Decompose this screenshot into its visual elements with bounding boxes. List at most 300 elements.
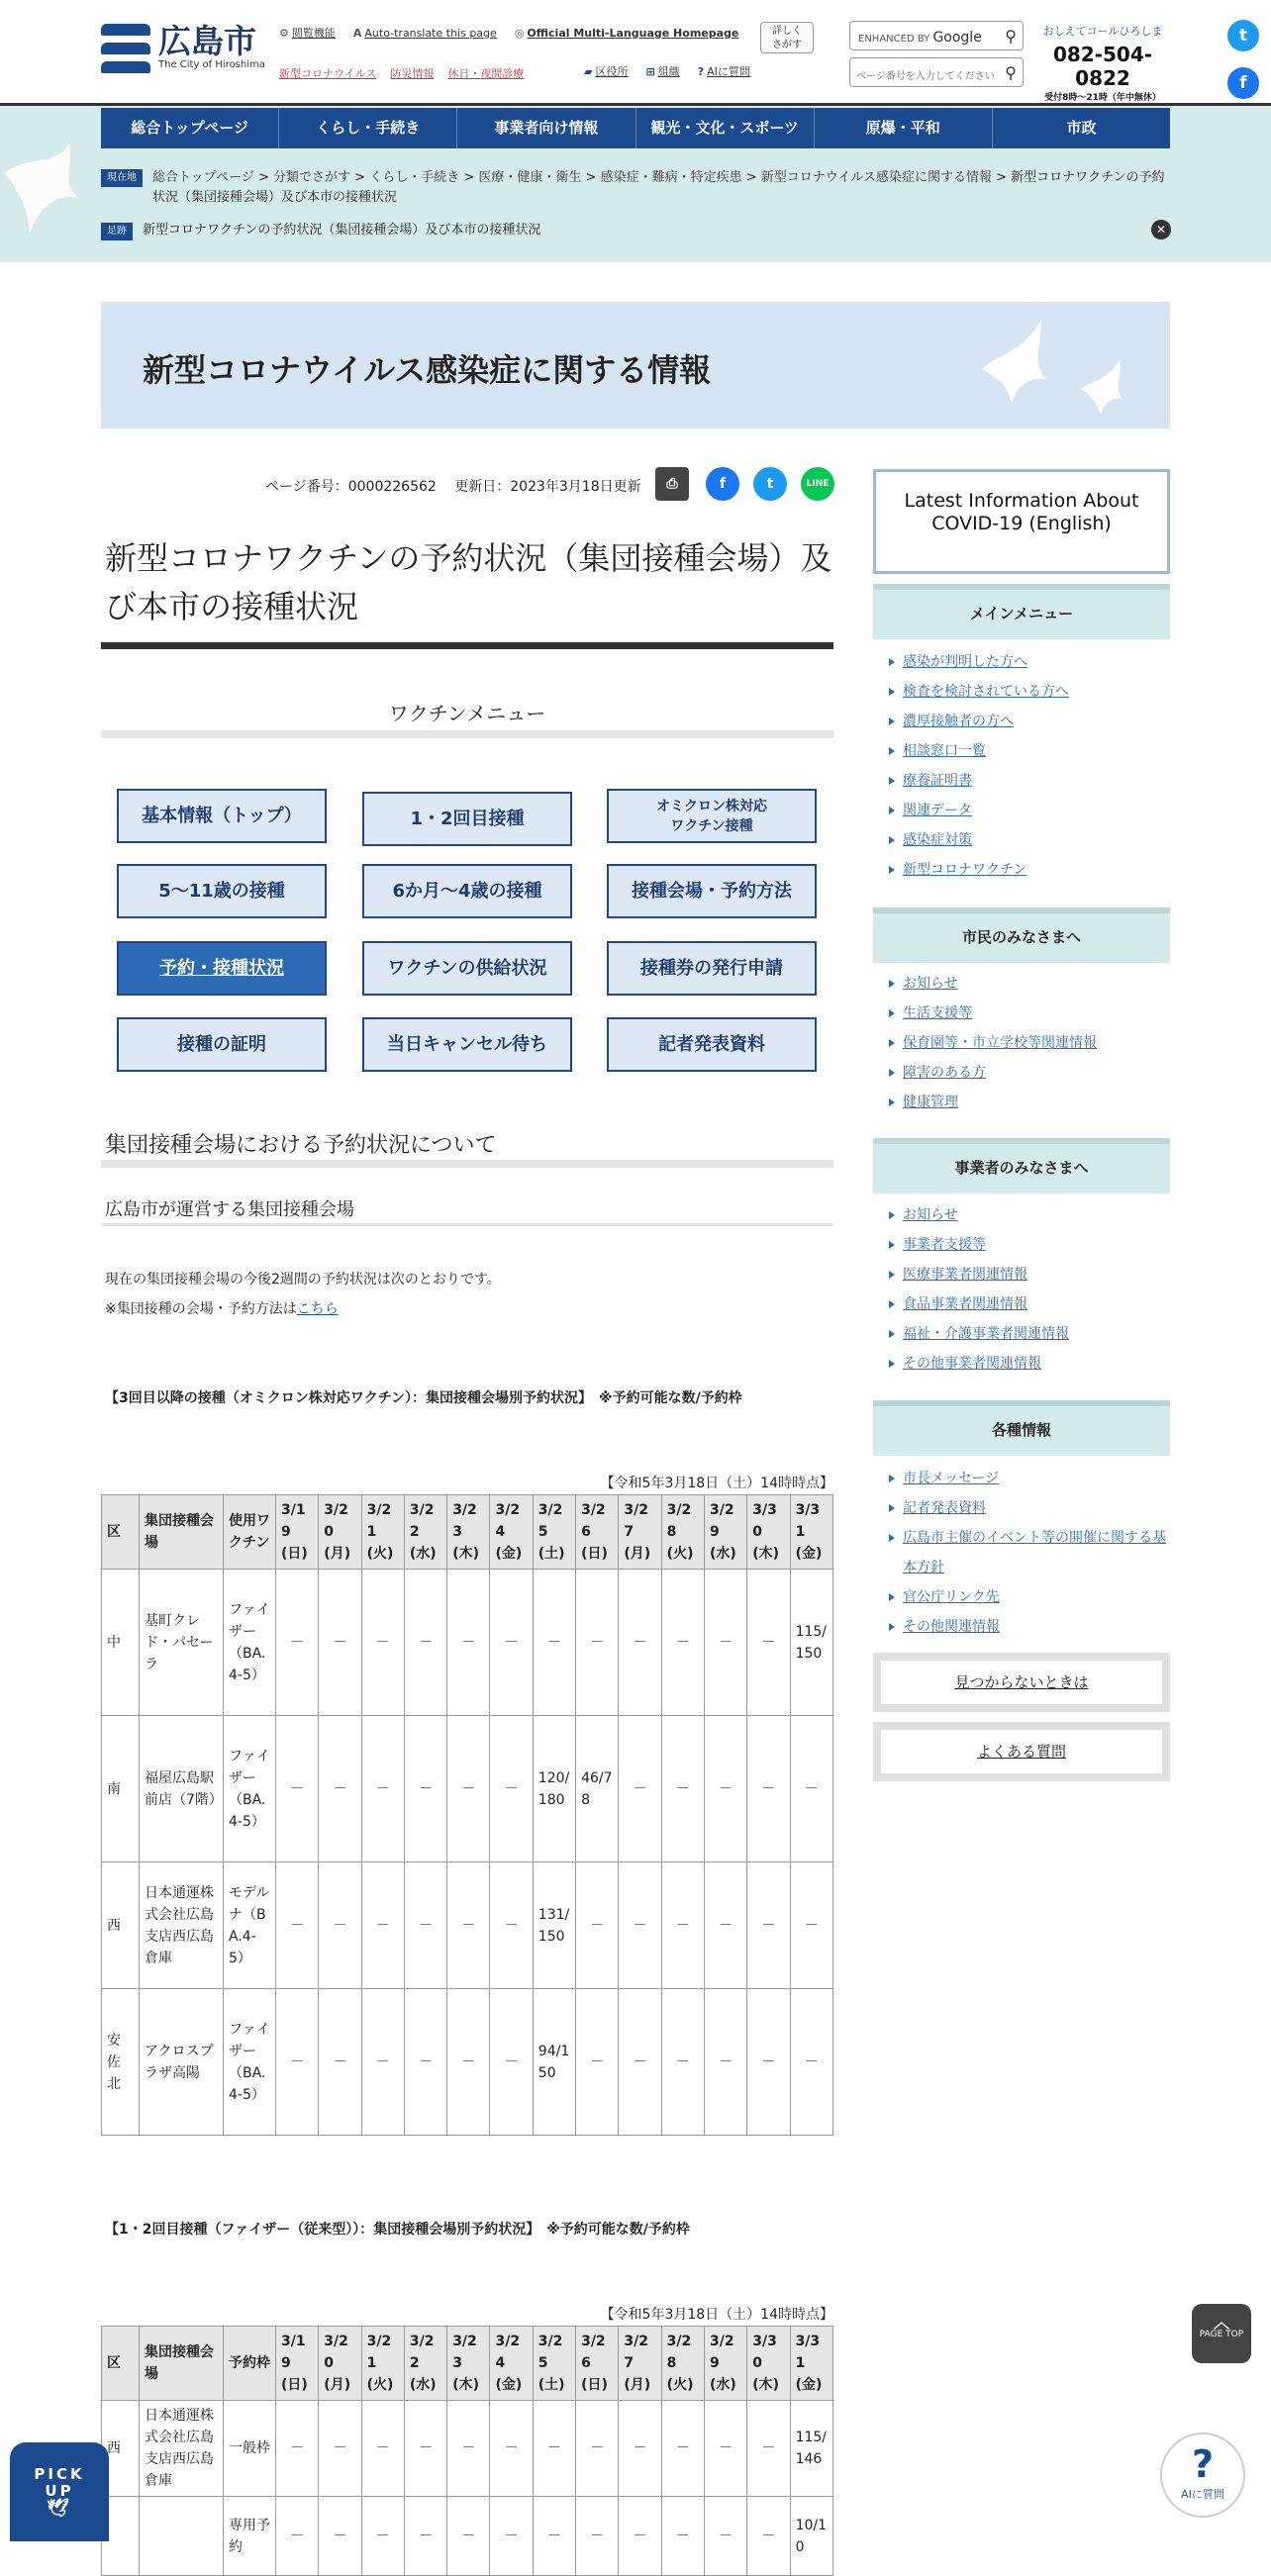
logo-subtitle: The City of Hiroshima <box>158 59 265 70</box>
sidebar-list-item <box>887 736 1170 766</box>
breadcrumb-link[interactable]: くらし・手続き <box>369 170 460 185</box>
table-cell: － <box>276 2401 319 2497</box>
table-cell: － <box>704 2497 746 2576</box>
nav-living[interactable]: くらし・手続き <box>279 108 457 148</box>
table-header-cell: 3/22(水) <box>404 1495 446 1570</box>
translate-icon: A <box>352 26 362 40</box>
table-cell: － <box>704 1862 746 1989</box>
table-cell: － <box>319 1989 361 2136</box>
table-cell: － <box>361 2401 404 2497</box>
vaccine-menu-status[interactable]: 予約・接種状況 <box>117 941 327 996</box>
table-cell: － <box>404 1570 446 1716</box>
vaccine-menu-1-2-dose[interactable]: 1・2回目接種 <box>362 792 572 846</box>
sidebar-list-item <box>887 999 1170 1028</box>
sidebar-link[interactable]: 生活支援等 <box>903 1005 972 1021</box>
search-icon[interactable]: ⚲ <box>1005 63 1017 82</box>
table-cell: － <box>619 1716 661 1862</box>
sidebar-list-item <box>887 825 1170 855</box>
sidebar-link[interactable]: 事業者支援等 <box>903 1237 986 1253</box>
globe-icon: ◎ <box>514 26 525 40</box>
table-header-cell: 3/22(水) <box>404 2327 446 2401</box>
not-found-link[interactable]: 見つからないときは <box>881 1661 1162 1704</box>
page-number: ページ番号：0000226562 <box>265 479 437 495</box>
sidebar-list-item <box>887 647 1170 677</box>
sidebar-list-item <box>887 1289 1170 1319</box>
sidebar-link[interactable]: お知らせ <box>903 976 958 992</box>
page-number-search-input[interactable] <box>849 57 1024 87</box>
table-cell: － <box>576 2401 619 2497</box>
table-cell: － <box>747 1570 790 1716</box>
sidebar-list-item <box>887 677 1170 707</box>
disaster-info-link[interactable]: 防災情報 <box>390 67 435 80</box>
vaccine-menu-venues[interactable]: 接種会場・予約方法 <box>607 864 817 918</box>
multi-language-label: Official Multi-Language Homepage <box>527 26 739 40</box>
vaccine-menu-5-11[interactable]: 5～11歳の接種 <box>117 864 327 918</box>
table-cell: 基町クレド・パセーラ <box>140 1570 224 1716</box>
table-header-cell: 区 <box>102 1495 140 1570</box>
gear-icon: ⚙ <box>279 27 289 40</box>
table-cell: － <box>619 2497 661 2576</box>
sidebar-link[interactable]: 広島市主催のイベント等の開催に関する基本方針 <box>903 1530 1166 1575</box>
table-cell: － <box>276 2497 319 2576</box>
org-chart-icon: ⊞ <box>645 65 655 78</box>
logo-title: 広島市 <box>158 22 256 60</box>
section-title: 集団接種会場における予約状況について <box>105 1133 497 1158</box>
not-found-box <box>873 1653 1170 1712</box>
table-cell: － <box>361 2497 404 2576</box>
table-header-cell: 予約枠 <box>224 2327 276 2401</box>
table-header-cell: 3/24(金) <box>490 2327 533 2401</box>
facebook-icon[interactable]: f <box>706 467 739 501</box>
citizens-heading: 市民のみなさまへ <box>873 907 1170 963</box>
table-cell: － <box>704 1989 746 2136</box>
table-cell: － <box>361 1570 404 1716</box>
call-center <box>1037 23 1168 103</box>
table-cell: － <box>576 2497 619 2576</box>
table-cell: － <box>619 1570 661 1716</box>
table-cell: － <box>533 1570 575 1716</box>
table-cell: － <box>661 1862 704 1989</box>
organization-link[interactable] <box>645 63 679 79</box>
faq-box <box>873 1722 1170 1781</box>
sidebar-link[interactable]: 官公庁リンク先 <box>903 1589 1000 1605</box>
table-cell: 10/10 <box>790 2497 832 2576</box>
vaccine-menu-6m-4y[interactable]: 6か月～4歳の接種 <box>362 864 572 918</box>
browse-feature-link[interactable] <box>279 25 336 41</box>
call-center-hours: 受付8時～21時（年中無休） <box>1044 93 1161 103</box>
detailed-search-button[interactable]: 詳しく さがす <box>760 22 814 53</box>
table-cell: 一般枠 <box>224 2401 276 2497</box>
main-menu-heading: メインメニュー <box>873 584 1170 639</box>
table-header-cell: 3/31(金) <box>790 2327 832 2401</box>
table-header-cell: 3/26(日) <box>576 2327 619 2401</box>
sidebar-list-item <box>887 1493 1170 1523</box>
footprint-tag: 足跡 <box>101 223 133 240</box>
table-cell: － <box>319 1716 361 1862</box>
sidebar-link[interactable]: 検査を検討されている方へ <box>903 684 1069 700</box>
sidebar-list-item <box>887 1523 1170 1582</box>
table-cell: 西 <box>102 1862 140 1989</box>
table1-heading: 【3回目以降の接種（オミクロン株対応ワクチン）：集団接種会場別予約状況】 ※予約可能な数/予約枠 <box>105 1390 742 1406</box>
table-cell: 西 <box>102 2401 140 2497</box>
nav-business[interactable]: 事業者向け情報 <box>457 108 636 148</box>
sidebar-list-item <box>887 1058 1170 1088</box>
pickup-tab[interactable] <box>10 2442 109 2541</box>
sidebar-link[interactable]: 記者発表資料 <box>903 1500 986 1516</box>
table-header-cell: 使用ワクチン <box>224 1495 276 1570</box>
faq-link[interactable]: よくある質問 <box>881 1730 1162 1773</box>
main-menu-list <box>887 647 1170 885</box>
dove-icon: 🕊 <box>47 2498 72 2519</box>
nav-top[interactable]: 総合トップページ <box>101 108 279 148</box>
table-cell: － <box>661 1570 704 1716</box>
table-cell: － <box>490 1716 533 1862</box>
table-cell: － <box>661 2497 704 2576</box>
sidebar-link[interactable]: 新型コロナワクチン <box>903 862 1027 878</box>
table-cell: ファイザー（BA.4-5） <box>224 1989 276 2136</box>
site-logo[interactable] <box>101 24 265 73</box>
table-cell: － <box>533 2497 575 2576</box>
table-cell: モデルナ（BA.4-5） <box>224 1862 276 1989</box>
table-cell: － <box>747 1716 790 1862</box>
table-header-cell: 3/25(土) <box>533 1495 575 1570</box>
citizens-list <box>887 969 1170 1117</box>
table-cell: － <box>490 1989 533 2136</box>
table-row <box>102 2401 833 2497</box>
multi-language-link[interactable] <box>515 27 739 40</box>
business-heading: 事業者のみなさまへ <box>873 1138 1170 1193</box>
table-header-cell: 3/28(火) <box>661 2327 704 2401</box>
table-cell: － <box>619 1862 661 1989</box>
sidebar-link[interactable]: 食品事業者関連情報 <box>903 1296 1027 1312</box>
table-cell: － <box>276 1570 319 1716</box>
table-header-cell: 3/20(月) <box>319 1495 361 1570</box>
vaccine-menu-certificate[interactable]: 接種の証明 <box>117 1017 327 1072</box>
table-cell: ファイザー（BA.4-5） <box>224 1570 276 1716</box>
table-cell: － <box>276 1716 319 1862</box>
pickup-label: PICK UP <box>34 2465 85 2500</box>
breadcrumb-tag: 現在地 <box>101 169 143 187</box>
table-header-cell: 3/30(木) <box>747 2327 790 2401</box>
table-cell: 115/146 <box>790 2401 832 2497</box>
ward-office-link[interactable] <box>584 63 628 79</box>
table-cell: 専用予約 <box>224 2497 276 2576</box>
sidebar-list-item <box>887 1230 1170 1260</box>
sidebar-list-item <box>887 1028 1170 1058</box>
vaccine-menu-title: ワクチンメニュー <box>388 702 546 725</box>
table-cell: － <box>747 2401 790 2497</box>
call-center-number: 082-504-0822 <box>1052 43 1153 90</box>
table-cell: － <box>533 2401 575 2497</box>
venue-info-link[interactable]: こちら <box>296 1301 339 1317</box>
table-cell: － <box>361 1716 404 1862</box>
table-header-cell: 3/29(水) <box>704 1495 746 1570</box>
sidebar-link[interactable]: その他事業者関連情報 <box>903 1356 1041 1372</box>
table-header-cell: 3/23(木) <box>447 1495 490 1570</box>
table-cell: － <box>661 2401 704 2497</box>
table-header-cell: 3/26(日) <box>576 1495 619 1570</box>
table-cell: － <box>661 1716 704 1862</box>
table-row <box>102 1716 833 1862</box>
table-header-cell: 集団接種会場 <box>140 2327 224 2401</box>
auto-translate-label: Auto-translate this page <box>364 26 497 40</box>
sidebar-link[interactable]: 相談窓口一覧 <box>903 743 986 759</box>
table-header-cell: 3/21(火) <box>361 1495 404 1570</box>
breadcrumb-link[interactable]: 感染症・難病・特定疾患 <box>600 170 742 185</box>
table-cell: － <box>404 1862 446 1989</box>
table-cell: － <box>576 1570 619 1716</box>
table-cell: － <box>447 1989 490 2136</box>
table-cell: － <box>619 2401 661 2497</box>
dove-decoration-icon <box>972 310 1150 419</box>
table-row <box>102 1862 833 1989</box>
breadcrumb-link[interactable]: 総合トップページ <box>152 170 254 185</box>
table-header-cell: 3/23(木) <box>447 2327 490 2401</box>
category-title: 新型コロナウイルス感染症に関する情報 <box>143 351 712 389</box>
ward-office-label: 区役所 <box>595 65 629 78</box>
table-cell: － <box>319 2497 361 2576</box>
question-icon: ? <box>697 65 705 78</box>
table-header-cell: 3/30(木) <box>747 1495 790 1570</box>
sidebar-link[interactable]: 市長メッセージ <box>903 1471 1000 1486</box>
divider <box>101 1160 833 1168</box>
table2-heading: 【1・2回目接種（ファイザー（従来型））：集団接種会場別予約状況】 ※予約可能な数/予約枠 <box>105 2222 690 2238</box>
table-cell: － <box>747 2497 790 2576</box>
table-header-cell: 集団接種会場 <box>140 1495 224 1570</box>
table-cell: － <box>404 1989 446 2136</box>
table-header-cell: 3/25(土) <box>533 2327 575 2401</box>
intro-note-text: ※集団接種の会場・予約方法は <box>105 1301 297 1317</box>
table-row <box>102 2497 833 2576</box>
table-cell: － <box>747 1862 790 1989</box>
browse-feature-label: 閲覧機能 <box>291 27 336 40</box>
table-cell: 安佐北 <box>102 1989 140 2136</box>
chevron-up-icon: ︿ <box>1213 2313 1229 2332</box>
corona-link[interactable]: 新型コロナウイルス <box>279 67 377 80</box>
page-title: 新型コロナワクチンの予約状況（集団接種会場）及び本市の接種状況 <box>105 539 832 625</box>
nav-city-gov[interactable]: 市政 <box>1066 119 1097 137</box>
info-heading: 各種情報 <box>873 1400 1170 1456</box>
sidebar-list-item <box>887 855 1170 885</box>
table-cell: － <box>661 1989 704 2136</box>
page-meta <box>265 476 641 496</box>
table-header-cell: 区 <box>102 2327 140 2401</box>
google-search-input[interactable] <box>849 21 1024 50</box>
table-header-cell: 3/31(金) <box>790 1495 832 1570</box>
google-brand: Google <box>932 30 982 46</box>
table-header-cell: 3/21(火) <box>361 2327 404 2401</box>
sidebar-link[interactable]: その他関連情報 <box>903 1619 1000 1635</box>
facebook-icon[interactable]: f <box>1227 67 1259 99</box>
table-cell: 福屋広島駅前店（7階） <box>140 1716 224 1862</box>
reservation-table-booster <box>101 1494 833 2136</box>
twitter-icon[interactable]: t <box>1227 20 1259 51</box>
site-header <box>0 0 1271 106</box>
breadcrumb-link[interactable]: 分類でさがす <box>273 170 351 185</box>
table-header-cell: 3/24(金) <box>490 1495 533 1570</box>
vaccine-menu-ticket[interactable]: 接種券の発行申請 <box>607 941 817 996</box>
intro-text: 現在の集団接種会場の今後2週間の予約状況は次のとおりです。 <box>105 1272 501 1288</box>
sidebar-list-item <box>887 1200 1170 1230</box>
table-cell: － <box>361 1862 404 1989</box>
divider <box>101 730 833 738</box>
table-cell: － <box>576 1989 619 2136</box>
table-cell: － <box>704 1716 746 1862</box>
table-cell: － <box>276 1862 319 1989</box>
sidebar-link[interactable]: 関連データ <box>903 803 972 818</box>
table-header-cell: 3/27(月) <box>619 2327 661 2401</box>
call-center-label[interactable]: おしえてコールひろしま <box>1042 25 1163 38</box>
table-cell: ファイザー（BA.4-5） <box>224 1716 276 1862</box>
table-cell: 日本通運株式会社広島支店西広島倉庫 <box>140 2401 224 2497</box>
table-cell: － <box>704 1570 746 1716</box>
table-cell: 115/150 <box>790 1570 832 1716</box>
sidebar-link[interactable]: 感染が判明した方へ <box>903 654 1027 670</box>
map-icon: ▰ <box>584 65 593 78</box>
subsection-title: 広島市が運営する集団接種会場 <box>105 1199 354 1220</box>
table-cell: － <box>447 2497 490 2576</box>
table-cell: － <box>490 2401 533 2497</box>
print-icon[interactable]: ⎙ <box>655 467 689 501</box>
question-mascot-icon: ? <box>1191 2442 1215 2486</box>
table-cell: － <box>276 1989 319 2136</box>
table-cell: 中 <box>102 1570 140 1716</box>
table-cell: － <box>704 2401 746 2497</box>
sidebar-list-item <box>887 1464 1170 1493</box>
table-cell: － <box>490 1862 533 1989</box>
info-list <box>887 1464 1170 1642</box>
table-cell: － <box>747 1989 790 2136</box>
sidebar-list-item <box>887 1582 1170 1612</box>
footprint-link[interactable]: 新型コロナワクチンの予約状況（集団接種会場）及び本市の接種状況 <box>143 223 541 238</box>
holiday-clinic-link[interactable]: 休日・夜間診療 <box>447 67 525 80</box>
vaccine-menu-press[interactable]: 記者発表資料 <box>607 1017 817 1072</box>
ai-question-label: AIに質問 <box>1181 2488 1224 2501</box>
table-cell: － <box>404 1716 446 1862</box>
search-icon[interactable]: ⚲ <box>1005 27 1017 46</box>
table-cell: － <box>790 1862 832 1989</box>
table-cell: － <box>447 1716 490 1862</box>
close-icon[interactable]: ✕ <box>1151 220 1171 239</box>
breadcrumb-link[interactable]: 新型コロナウイルス感染症に関する情報 <box>760 170 992 185</box>
sidebar-list-item <box>887 1319 1170 1349</box>
table-row <box>102 1570 833 1716</box>
table2-date: 【令和5年3月18日（土）14時時点】 <box>600 2307 833 2323</box>
page-search-placeholder: ページ番号を入力してください <box>856 71 995 82</box>
table-cell: 94/150 <box>533 1989 575 2136</box>
table-header-cell: 3/19(日) <box>276 2327 319 2401</box>
vaccine-menu-supply[interactable]: ワクチンの供給状況 <box>362 941 572 996</box>
update-date: 更新日：2023年3月18日更新 <box>454 479 641 495</box>
table-cell: － <box>404 2497 446 2576</box>
sidebar-list-item <box>887 1260 1170 1289</box>
table-cell <box>140 2497 224 2576</box>
table-header-cell: 3/20(月) <box>319 2327 361 2401</box>
page-top-label: PAGE TOP <box>1199 2330 1244 2339</box>
table-cell: 46/78 <box>576 1716 619 1862</box>
sidebar-list-item <box>887 707 1170 736</box>
sidebar-link[interactable]: 健康管理 <box>903 1095 958 1110</box>
table-header-cell: 3/29(水) <box>704 2327 746 2401</box>
sidebar-link[interactable]: 医療事業者関連情報 <box>903 1267 1027 1283</box>
table-row <box>102 1989 833 2136</box>
sidebar-link[interactable]: 濃厚接触者の方へ <box>903 714 1014 729</box>
table-cell: 120/180 <box>533 1716 575 1862</box>
sidebar-link[interactable]: 保育園等・市立学校等関連情報 <box>903 1035 1097 1051</box>
category-banner <box>101 302 1170 429</box>
sidebar-link[interactable]: 障害のある方 <box>903 1065 986 1081</box>
table-cell: － <box>319 1862 361 1989</box>
table-cell: － <box>576 1862 619 1989</box>
table-cell: － <box>447 1570 490 1716</box>
table-cell: － <box>319 1570 361 1716</box>
table-cell: － <box>319 2401 361 2497</box>
table-cell: － <box>447 2401 490 2497</box>
vaccine-menu-basic[interactable]: 基本情報（トップ） <box>117 789 327 843</box>
ai-question-button[interactable] <box>1160 2433 1245 2518</box>
table-cell: － <box>490 2497 533 2576</box>
table-cell: 南 <box>102 1716 140 1862</box>
breadcrumb-link[interactable]: 医療・健康・衛生 <box>478 170 582 185</box>
sidebar-link[interactable]: 感染症対策 <box>903 832 972 848</box>
table-cell: － <box>790 1989 832 2136</box>
table-cell: 日本通運株式会社広島支店西広島倉庫 <box>140 1862 224 1989</box>
title-underline <box>101 642 833 649</box>
breadcrumb-current: 新型コロナワクチンの予約状況（集団接種会場）及び本市の接種状況 <box>152 170 1165 205</box>
ai-question-label: AIに質問 <box>707 65 750 78</box>
line-icon[interactable]: LINE <box>801 467 834 501</box>
table-cell: － <box>404 2401 446 2497</box>
sidebar-list-item <box>887 1088 1170 1117</box>
nav-tourism[interactable]: 観光・文化・スポーツ <box>636 108 815 148</box>
sidebar-list-item <box>887 796 1170 825</box>
footprint <box>101 221 1170 240</box>
sidebar-list-item <box>887 766 1170 796</box>
sidebar-link[interactable]: 療養証明書 <box>903 773 972 789</box>
table-cell: アクロスプラザ高陽 <box>140 1989 224 2136</box>
twitter-icon[interactable]: t <box>753 467 787 501</box>
logo-mark-icon <box>101 24 150 73</box>
auto-translate-link[interactable] <box>353 27 497 40</box>
sidebar-link[interactable]: 福祉・介護事業者関連情報 <box>903 1326 1069 1342</box>
table-cell: 131/150 <box>533 1862 575 1989</box>
breadcrumb: 現在地 総合トップページ > 分類でさがす > くらし・手続き > 医療・健康・衛生 > 感染症・難病・特定疾患 > 新型コロナウイルス感染症に関する情報 > 新型コロナワクチンの予約状況（集団接種会場）及び本市の接種状況 <box>101 168 1170 208</box>
table-header-cell: 3/19(日) <box>276 1495 319 1570</box>
vaccine-menu-cancel-wait[interactable]: 当日キャンセル待ち <box>362 1017 572 1072</box>
global-nav <box>101 108 1170 148</box>
organization-label: 組織 <box>657 65 680 78</box>
sidebar-list-item <box>887 1349 1170 1379</box>
sidebar-link[interactable]: お知らせ <box>903 1207 958 1223</box>
vaccine-menu-omicron[interactable]: オミクロン株対応 ワクチン接種 <box>607 789 817 843</box>
latest-info-english-button[interactable]: Latest Information About COVID-19 (English) <box>873 469 1170 574</box>
table-cell: － <box>790 1716 832 1862</box>
table-cell: － <box>447 1862 490 1989</box>
page-top-button[interactable] <box>1192 2304 1251 2363</box>
divider <box>101 1223 833 1226</box>
table-cell: － <box>619 1989 661 2136</box>
intro-note <box>105 1298 339 1318</box>
google-enhanced-label: ENHANCED BY <box>858 34 930 45</box>
table-cell: － <box>361 1989 404 2136</box>
nav-peace[interactable]: 原爆・平和 <box>815 108 993 148</box>
table1-date: 【令和5年3月18日（土）14時時点】 <box>600 1476 833 1491</box>
table-cell: － <box>490 1570 533 1716</box>
sidebar-list-item <box>887 1612 1170 1642</box>
reservation-table-primary <box>101 2326 833 2576</box>
ai-question-link[interactable] <box>698 63 750 79</box>
business-list <box>887 1200 1170 1379</box>
